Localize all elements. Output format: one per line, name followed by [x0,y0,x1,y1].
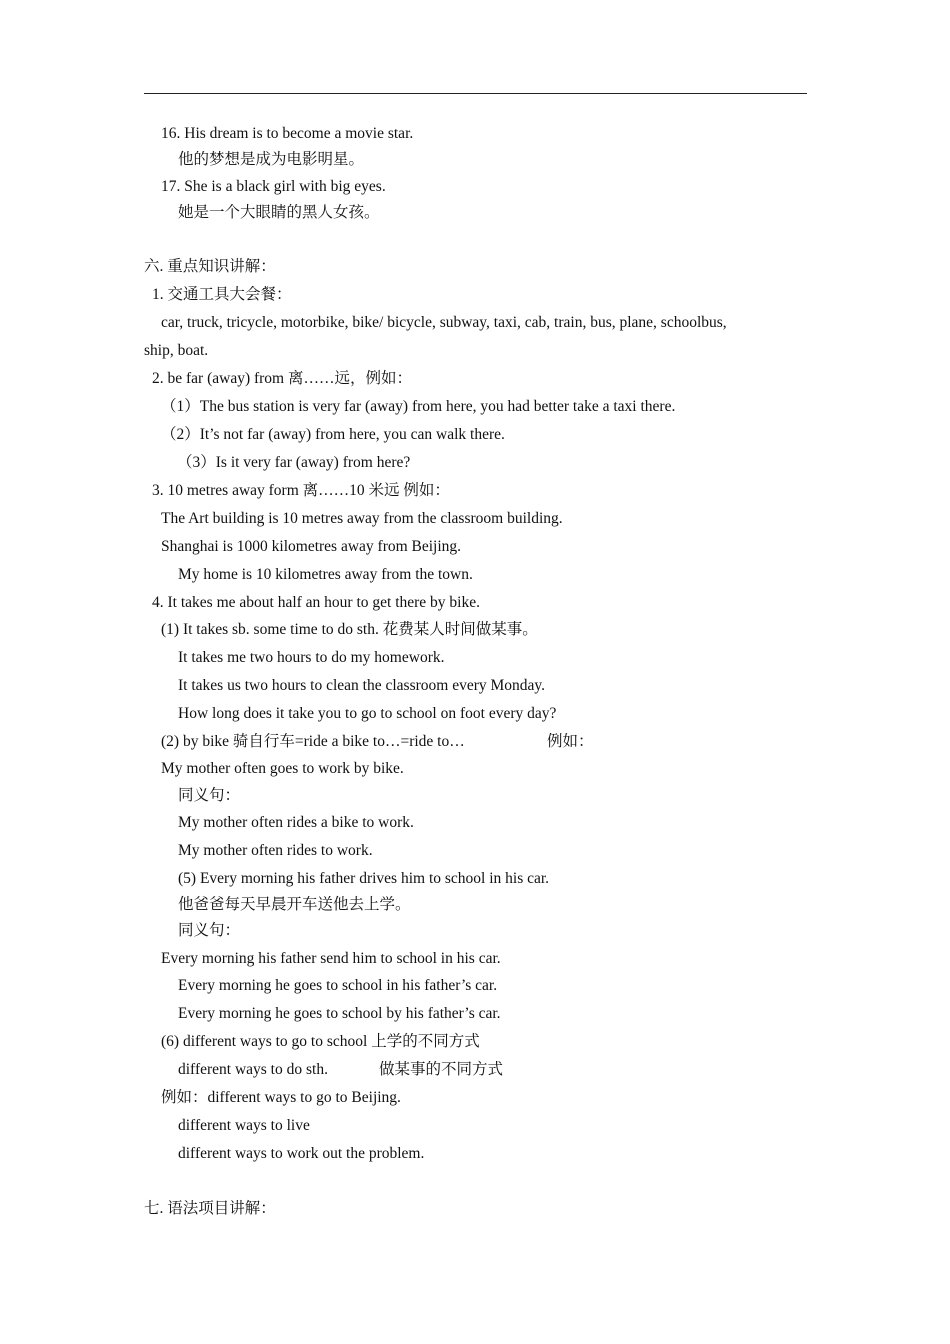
ways-pattern-translation: 做某事的不同方式 [379,1061,504,1078]
example-takes-1: It takes me two hours to do my homework. [178,649,445,666]
section-7-heading: 七. 语法项目讲解： [144,1200,276,1217]
example-ways-1: 例如：different ways to go to Beijing. [161,1089,401,1106]
example-ways-3: different ways to work out the problem. [178,1145,425,1162]
synonym-label-1: 同义句： [178,787,241,804]
sentence-16-translation: 他的梦想是成为电影明星。 [178,151,365,168]
sentence-17: 17. She is a black girl with big eyes. [161,178,386,195]
example-far-1: （1）The bus station is very far (away) from here, you had better take a taxi there. [161,398,676,415]
example-car-2: Every morning he goes to school in his father’s car. [178,977,498,994]
example-bike-1: My mother often goes to work by bike. [161,760,404,777]
example-far-3: （3）Is it very far (away) from here? [177,454,411,471]
example-car-3: Every morning he goes to school by his father’s car. [178,1005,501,1022]
ways-pattern: different ways to do sth. [178,1061,328,1078]
synonym-label-2: 同义句： [178,922,241,939]
section-6-heading: 六. 重点知识讲解： [144,258,276,275]
example-takes-3: How long does it take you to go to school on foot every day? [178,705,557,722]
point-2-heading: 2. be far (away) from 离……远，例如： [152,370,412,387]
point-4-5-translation: 他爸爸每天早晨开车送他去上学。 [178,896,411,913]
point-4-2-example-label: 例如： [547,733,594,750]
point-4-6-heading: (6) different ways to go to school 上学的不同方式 [161,1033,480,1050]
example-far-2: （2）It’s not far (away) from here, you can walk there. [161,426,505,443]
point-4-heading: 4. It takes me about half an hour to get there by bike. [152,594,480,611]
sentence-17-translation: 她是一个大眼睛的黑人女孩。 [178,204,380,221]
point-4-5-heading: (5) Every morning his father drives him to school in his car. [178,870,550,887]
example-ways-2: different ways to live [178,1117,310,1134]
point-4-1-heading: (1) It takes sb. some time to do sth. 花费某人时间做某事。 [161,621,538,638]
vehicle-list: car, truck, tricycle, motorbike, bike/ bicycle, subway, taxi, cab, train, bus, plane, schoolbus, [161,314,727,331]
point-3-heading: 3. 10 metres away form 离……10 米远 例如： [152,482,450,499]
example-away-2: Shanghai is 1000 kilometres away from Beijing. [161,538,462,555]
example-bike-2: My mother often rides a bike to work. [178,814,414,831]
example-away-1: The Art building is 10 metres away from the classroom building. [161,510,563,527]
point-4-2-heading: (2) by bike 骑自行车=ride a bike to…=ride to… [161,733,465,750]
example-takes-2: It takes us two hours to clean the classroom every Monday. [178,677,546,694]
header-rule [144,93,807,94]
example-car-1: Every morning his father send him to school in his car. [161,950,501,967]
point-1-heading: 1. 交通工具大会餐： [152,286,292,303]
vehicle-list-cont: ship, boat. [144,342,209,359]
sentence-16: 16. His dream is to become a movie star. [161,125,414,142]
example-away-3: My home is 10 kilometres away from the town. [178,566,473,583]
example-bike-3: My mother often rides to work. [178,842,373,859]
